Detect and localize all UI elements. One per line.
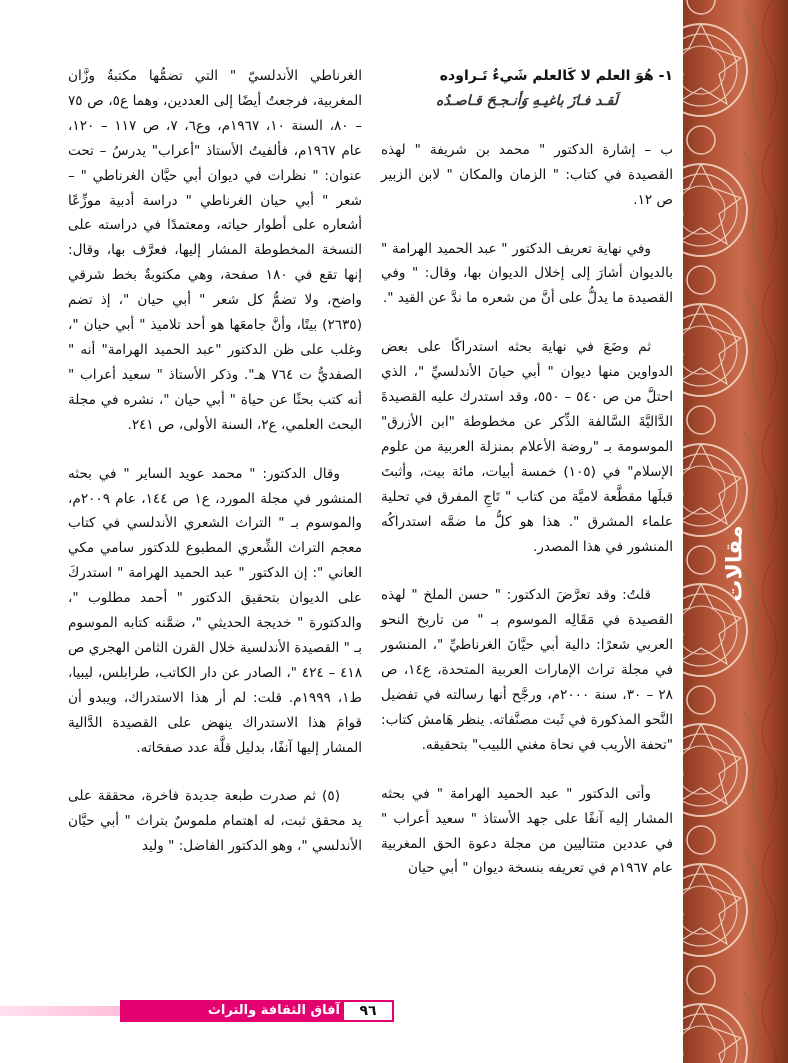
paragraph: ب – إشارة الدكتور " محمد بن شريفة " لهذه القصيدة في كتاب: " الزمان والمكان " لابن الزبير ص ١٢. xyxy=(381,141,673,208)
paragraph: (٥) ثم صدرت طبعة جديدة فاخرة، محققة على يد محقق ثبت، له اهتمام ملموسٌ بتراث " أبي حيَّان الأندلسي "، وهو الدكتور الفاضل: " وليد xyxy=(68,788,362,855)
right-text-column xyxy=(381,64,673,881)
left-text-column xyxy=(68,64,362,859)
paragraph: الغرناطي الأندلسيّ " التي تضمُّها مكتبةُ وزَّان المغربية، فرجعتُ أيضًا إلى العددين، وهما ع٥، ص ٧٥ – ٨٠، السنة ١٠، ١٩٦٧م، وع٦، ٧، ص ١١٧ – ١٢٠، عام ١٩٦٧م، فألفيتُ الأستاذ "أعراب" يدرسُ – تحت عنوان: " نظرات في ديوان أبي حيَّان الغرناطي " – شعر " أبي حيان الغرناطي " دراسة أدبية موزِّعًا أشعاره على أطوار حياته، ومعتمدًا في دراسته على النسخة المخطوطة المشار إليها، فعرَّف بها، وقال: إنها تقع في ١٨٠ صفحة، وهي مكتوبةٌ بخط شرقي واضح، ولا تضمُّ كل شعر " أبي حيان "، إذ تضم (٢٦٣٥) بيتًا، وأنَّ جامعَها هو أحد تلاميذ " أبي حيان "، وغلب على ظن الدكتور "عبد الحميد الهرامة" أنه " الصفديُّ ت ٧٦٤ هـ". وذكر الأستاذ " سعيد أعراب " أنه كتب بحثًا عن حياة " أبي حيان "، نشره في مجلة البحث العلمي، ع٢، السنة الأولى، ص ٢٤١. xyxy=(68,68,362,433)
paragraph: وفي نهاية تعريف الدكتور " عبد الحميد الهرامة " بالديوان أشارَ إلى إخلال الديوان بها، وقال: " وفي القصيدة ما يدلُّ على أنَّ من شعره ما ندَّ عن القيد ". xyxy=(381,240,673,307)
poem-verse-line: لَقـد فـازَ باغيـهِ وَأنـجـحَ قـاصـدُه xyxy=(436,92,618,109)
paragraph: قلتُ: وقد تعرَّضَ الدكتور: " حسن الملخ " لهذه القصيدة في مَقَالِه الموسوم بـ " من تاريخ النحو العربي شعرًا: دالية أبي حيَّانَ الغرناطيِّ "، المنشور في مجلة تراث الإمارات العربية المتحدة، ع١٤، ص ٢٨ – ٣٠، سنة ٢٠٠٠م، ورجَّح أنها رسالته في تفضيل النَّحو المذكورة في ثَبت مصنَّفاته. ينظر هَامش كتاب: "تحفة الأريب في نحاة مغني اللبيب" بتحقيقه. xyxy=(381,587,673,753)
paragraph: ثم وضَعَ في نهاية بحثه استدراكًا على بعض الدواوين منها ديوان " أبي حيانَ الأندلسيِّ "، الذي احتلَّ من ص ٥٤٠ – ٥٥٠، وقد استدرك عليه القصيدةَ الدَّاليَّةَ السَّالفة الذِّكر عن مخطوطة "ابن الأزرق" الموسومة بـ "روضة الأعلام بمنزلة العربية من علوم الإسلام" في (١٠٥) خمسة أبيات، مائة بيت، وأثبتَ قبلَها مقطَّعة لاميَّة من كتاب " تَاجِ المفرق في تحلية علماء المشرق ". هذا هو كلُّ ما ضمَّه استدراكُه المنشور في هذا المصدر. xyxy=(381,339,673,555)
paragraph: وقال الدكتور: " محمد عويد الساير " في بحثه المنشور في مجلة المورد، ع١ ص ١٤٤، عام ٢٠٠٩م، والموسوم بـ " التراث الشعري الأندلسي في كتاب معجم التراث الشِّعري المطبوع للدكتور سامي مكي العاني ": إن الدكتور " عبد الحميد الهرامة " استدركَ على الديوان بتحقيق الدكتور " أحمد مطلوب "، والدكتورة " خديجة الحديثي "، ضمَّنه كتابه الموسوم بـ " القصيدة الأندلسية خلال القرن الثامن الهجري ص ٤١٨ – ٤٢٤ "، الصادر عن دار الكاتب، طرابلس، ليبيا، ط١، ١٩٩٩م. قلت: لم أر هذا الاستدراك، ويبدو أن قوامَ هذا الاستدراك ينهض على القصيدة الدَّالية المشار إليها آنفًا، بدليل قلَّة عدد صفحَاته. xyxy=(68,465,362,756)
page-footer xyxy=(0,1000,420,1022)
decorative-side-band xyxy=(683,0,788,1063)
magazine-name: آفاق الثقافة والتراث xyxy=(120,1000,348,1022)
poem-title-line: ١- هُوَ العلم لا كَالعلم شَيءٌ تَـراوده xyxy=(439,68,673,84)
section-label: مقالات xyxy=(722,524,748,602)
page-number: ٩٦ xyxy=(342,1000,394,1022)
section-label-box xyxy=(702,503,768,623)
paragraph: وأتى الدكتور " عبد الحميد الهرامة " في بحثه المشار إليه آنفًا على جهد الأستاذ " سعيد أعراب " في عددين متتاليين من مجلة دعوة الحق المغربية عام ١٩٦٧م في تعريفه بنسخة ديوان " أبي حيان xyxy=(381,785,673,877)
